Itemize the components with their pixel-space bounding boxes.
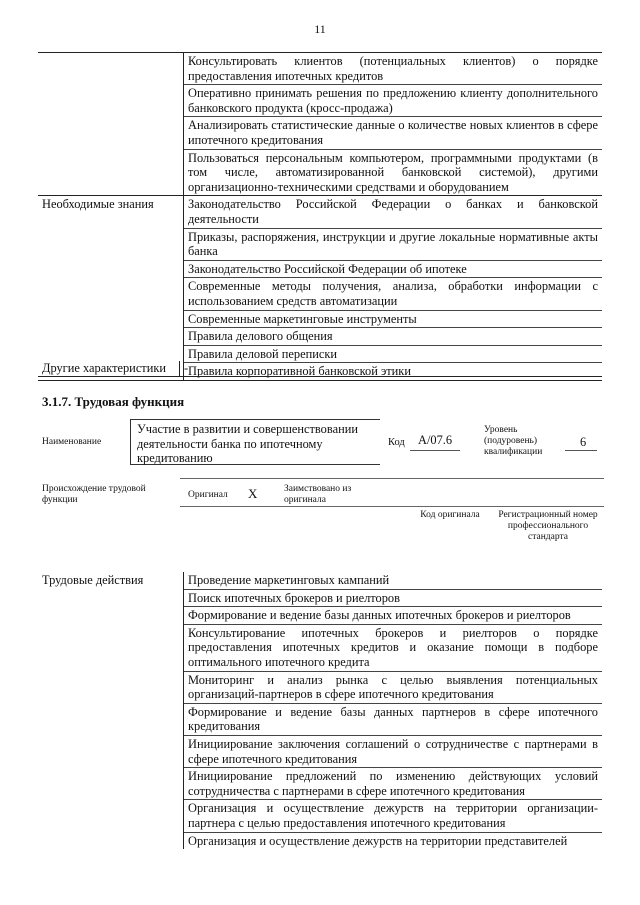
- code-value: A/07.6: [418, 433, 453, 447]
- action-item: Инициирование заключения соглашений о сотрудничестве с партнерами в сфере ипотечного кредитования: [184, 735, 603, 767]
- labour-actions-table: [38, 572, 602, 849]
- action-item: Формирование и ведение базы данных ипотечных брокеров и риелторов: [184, 607, 603, 625]
- action-item: Мониторинг и анализ рынка с целью выявления потенциальных организаций-партнеров в сфере ипотечного кредитования: [184, 671, 603, 703]
- code-underline: [410, 450, 460, 451]
- action-item: Формирование и ведение базы данных партнеров в сфере ипотечного кредитования: [184, 703, 603, 735]
- knowledge-item: Современные маркетинговые инструменты: [184, 310, 603, 328]
- section-title: 3.1.7. Трудовая функция: [42, 394, 185, 409]
- skill-item: Консультировать клиентов (потенциальных клиентов) о порядке предоставления ипотечных кредитов: [184, 53, 603, 85]
- name-label: Наименование: [42, 437, 102, 447]
- actions-label: Трудовые действия: [38, 572, 184, 589]
- code-original-label: Код оригинала: [420, 510, 480, 520]
- action-item: Организация и осуществление дежурств на территории организации-партнера с целью предоставления ипотечного кредитования: [184, 800, 603, 832]
- origin-label: Происхождение трудовой функции: [42, 484, 146, 505]
- action-item: Поиск ипотечных брокеров и риелторов: [184, 589, 603, 607]
- knowledge-item: Законодательство Российской Федерации об ипотеке: [184, 260, 603, 278]
- action-item: Проведение маркетинговых кампаний: [184, 572, 603, 589]
- column-divider: [179, 361, 180, 376]
- other-characteristics-label: Другие характеристики: [42, 361, 167, 375]
- origin-bottom-rule: [180, 506, 604, 507]
- knowledge-label: Необходимые знания: [38, 196, 184, 228]
- level-label: Уровень (подуровень) квалификации: [484, 425, 543, 457]
- skills-label-cell: [38, 53, 184, 85]
- code-label: Код: [388, 437, 405, 448]
- knowledge-item: Приказы, распоряжения, инструкции и другие локальные нормативные акты банка: [184, 228, 603, 260]
- function-name: Участие в развитии и совершенствовании деятельности банка по ипотечному кредитованию: [130, 419, 380, 465]
- action-item: Организация и осуществление дежурств на территории представителей: [188, 833, 568, 848]
- page-number: 11: [314, 22, 326, 36]
- original-label: Оригинал: [188, 490, 228, 500]
- action-item: Инициирование предложений по изменению действующих условий сотрудничества с партнерами в сфере ипотечного кредитования: [184, 768, 603, 800]
- level-underline: [565, 450, 597, 451]
- skill-item: Пользоваться персональным компьютером, программными продуктами (в том числе, автоматизированной банковской системой), другими организационно-техническими средствами и оборудованием: [184, 149, 603, 196]
- reg-number-label: Регистрационный номер профессионального стандарта: [498, 510, 598, 542]
- knowledge-item: Законодательство Российской Федерации о банках и банковской деятельности: [184, 196, 603, 228]
- knowledge-item: Современные методы получения, анализа, обработки информации с использованием средств автоматизации: [184, 278, 603, 310]
- level-value: 6: [580, 435, 587, 449]
- other-characteristics-value: -: [184, 361, 189, 375]
- skills-knowledge-table: [38, 52, 602, 381]
- original-mark: X: [248, 486, 258, 501]
- knowledge-item: Правила делового общения: [184, 328, 603, 346]
- borrowed-label: Заимствовано из оригинала: [284, 484, 352, 505]
- knowledge-item: Правила корпоративной банковской этики: [188, 364, 411, 379]
- skill-item: Анализировать статистические данные о количестве новых клиентов в сфере ипотечного кредитования: [184, 117, 603, 149]
- origin-top-rule: [180, 478, 604, 479]
- skill-item: Оперативно принимать решения по предложению клиенту дополнительного банковского продукта (кросс-продажа): [184, 85, 603, 117]
- other-characteristics-row: [38, 361, 602, 377]
- action-item: Консультирование ипотечных брокеров и риелторов о порядке предоставления ипотечных кредитов и оказание помощи в подборе оптимального ипотечного кредита: [184, 624, 603, 671]
- knowledge-item: Правила деловой переписки: [184, 345, 603, 363]
